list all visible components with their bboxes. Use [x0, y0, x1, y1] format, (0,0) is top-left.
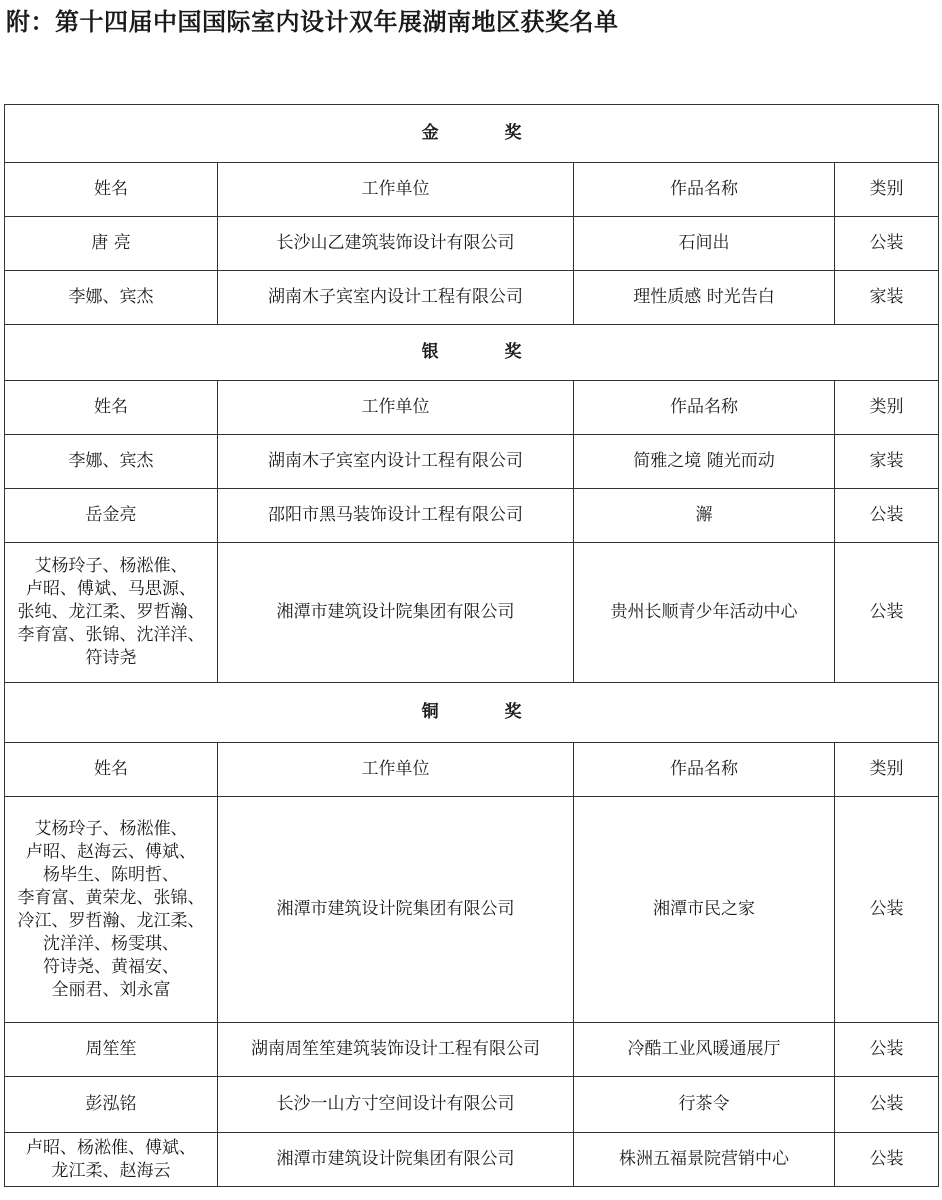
name-line: 符诗尧: [85, 648, 137, 668]
work-title: 澥: [574, 489, 835, 543]
work-title: 冷酷工业风暖通展厅: [574, 1023, 835, 1077]
name-line: 李育富、黄荣龙、张锦、: [17, 887, 205, 908]
table-row: [5, 435, 939, 489]
header-company: 工作单位: [218, 381, 574, 435]
work-title: 石间出: [574, 217, 835, 271]
category: 公装: [835, 1023, 939, 1077]
table-row: [5, 797, 939, 1023]
company-name: 湖南周笙笙建筑装饰设计工程有限公司: [218, 1023, 574, 1077]
winner-names: [5, 797, 218, 1023]
table-row: [5, 1023, 939, 1077]
winner-name: 彭泓铭: [5, 1077, 218, 1133]
category: 公装: [835, 1133, 939, 1187]
company-name: 邵阳市黑马装饰设计工程有限公司: [218, 489, 574, 543]
category: 公装: [835, 1077, 939, 1133]
header-work: 作品名称: [574, 381, 835, 435]
table-row: [5, 217, 939, 271]
winner-name: 唐 亮: [5, 217, 218, 271]
table-row: [5, 1077, 939, 1133]
category: 家装: [835, 271, 939, 325]
awards-table: [4, 104, 939, 1187]
table-row: [5, 1133, 939, 1187]
table-row: [5, 543, 939, 683]
category: 家装: [835, 435, 939, 489]
name-line: 艾杨玲子、杨淞倠、: [34, 818, 188, 839]
header-category: 类别: [835, 163, 939, 217]
company-name: 湘潭市建筑设计院集团有限公司: [218, 797, 574, 1023]
header-name: 姓名: [5, 163, 218, 217]
section-title-row-gold: [5, 105, 939, 163]
header-name: 姓名: [5, 743, 218, 797]
winner-name: 岳金亮: [5, 489, 218, 543]
company-name: 湘潭市建筑设计院集团有限公司: [218, 543, 574, 683]
header-work: 作品名称: [574, 743, 835, 797]
winner-names: [5, 1133, 218, 1187]
work-title: 行茶令: [574, 1077, 835, 1133]
header-row-bronze: [5, 743, 939, 797]
header-category: 类别: [835, 381, 939, 435]
section-title-row-bronze: [5, 683, 939, 743]
work-title: 株洲五福景院营销中心: [574, 1133, 835, 1187]
work-title: 贵州长顺青少年活动中心: [574, 543, 835, 683]
section-title-silver: 银 奖: [5, 325, 939, 381]
work-title: 简雅之境 随光而动: [574, 435, 835, 489]
winner-name: 周笙笙: [5, 1023, 218, 1077]
category: 公装: [835, 543, 939, 683]
company-name: 湘潭市建筑设计院集团有限公司: [218, 1133, 574, 1187]
name-line: 全丽君、刘永富: [51, 979, 171, 1000]
header-company: 工作单位: [218, 163, 574, 217]
name-line: 杨毕生、陈明哲、: [43, 864, 179, 885]
company-name: 长沙一山方寸空间设计有限公司: [218, 1077, 574, 1133]
category: 公装: [835, 797, 939, 1023]
work-title: 湘潭市民之家: [574, 797, 835, 1023]
winner-names: [5, 543, 218, 683]
section-title-gold: 金 奖: [5, 105, 939, 163]
name-line: 艾杨玲子、杨淞倠、: [34, 556, 188, 576]
table-row: [5, 271, 939, 325]
category: 公装: [835, 489, 939, 543]
winner-name: 李娜、宾杰: [5, 271, 218, 325]
header-company: 工作单位: [218, 743, 574, 797]
header-row-silver: [5, 381, 939, 435]
header-category: 类别: [835, 743, 939, 797]
header-row-gold: [5, 163, 939, 217]
name-line: 符诗尧、黄福安、: [43, 956, 179, 977]
name-line: 卢昭、傅斌、马思源、: [26, 579, 196, 599]
company-name: 湖南木子宾室内设计工程有限公司: [218, 435, 574, 489]
header-work: 作品名称: [574, 163, 835, 217]
name-line: 卢昭、杨淞倠、傅斌、: [26, 1137, 196, 1158]
table-row: [5, 489, 939, 543]
name-line: 张纯、龙江柔、罗哲瀚、: [17, 602, 205, 622]
name-line: 龙江柔、赵海云: [51, 1160, 171, 1181]
section-title-row-silver: [5, 325, 939, 381]
company-name: 长沙山乙建筑装饰设计有限公司: [218, 217, 574, 271]
document-title: 附：第十四届中国国际室内设计双年展湖南地区获奖名单: [6, 8, 619, 36]
name-line: 沈洋洋、杨雯琪、: [43, 933, 179, 954]
winner-name: 李娜、宾杰: [5, 435, 218, 489]
section-title-bronze: 铜 奖: [5, 683, 939, 743]
name-line: 李育富、张锦、沈洋洋、: [17, 625, 205, 645]
category: 公装: [835, 217, 939, 271]
name-line: 冷江、罗哲瀚、龙江柔、: [17, 910, 205, 931]
company-name: 湖南木子宾室内设计工程有限公司: [218, 271, 574, 325]
name-line: 卢昭、赵海云、傅斌、: [26, 841, 196, 862]
header-name: 姓名: [5, 381, 218, 435]
work-title: 理性质感 时光告白: [574, 271, 835, 325]
